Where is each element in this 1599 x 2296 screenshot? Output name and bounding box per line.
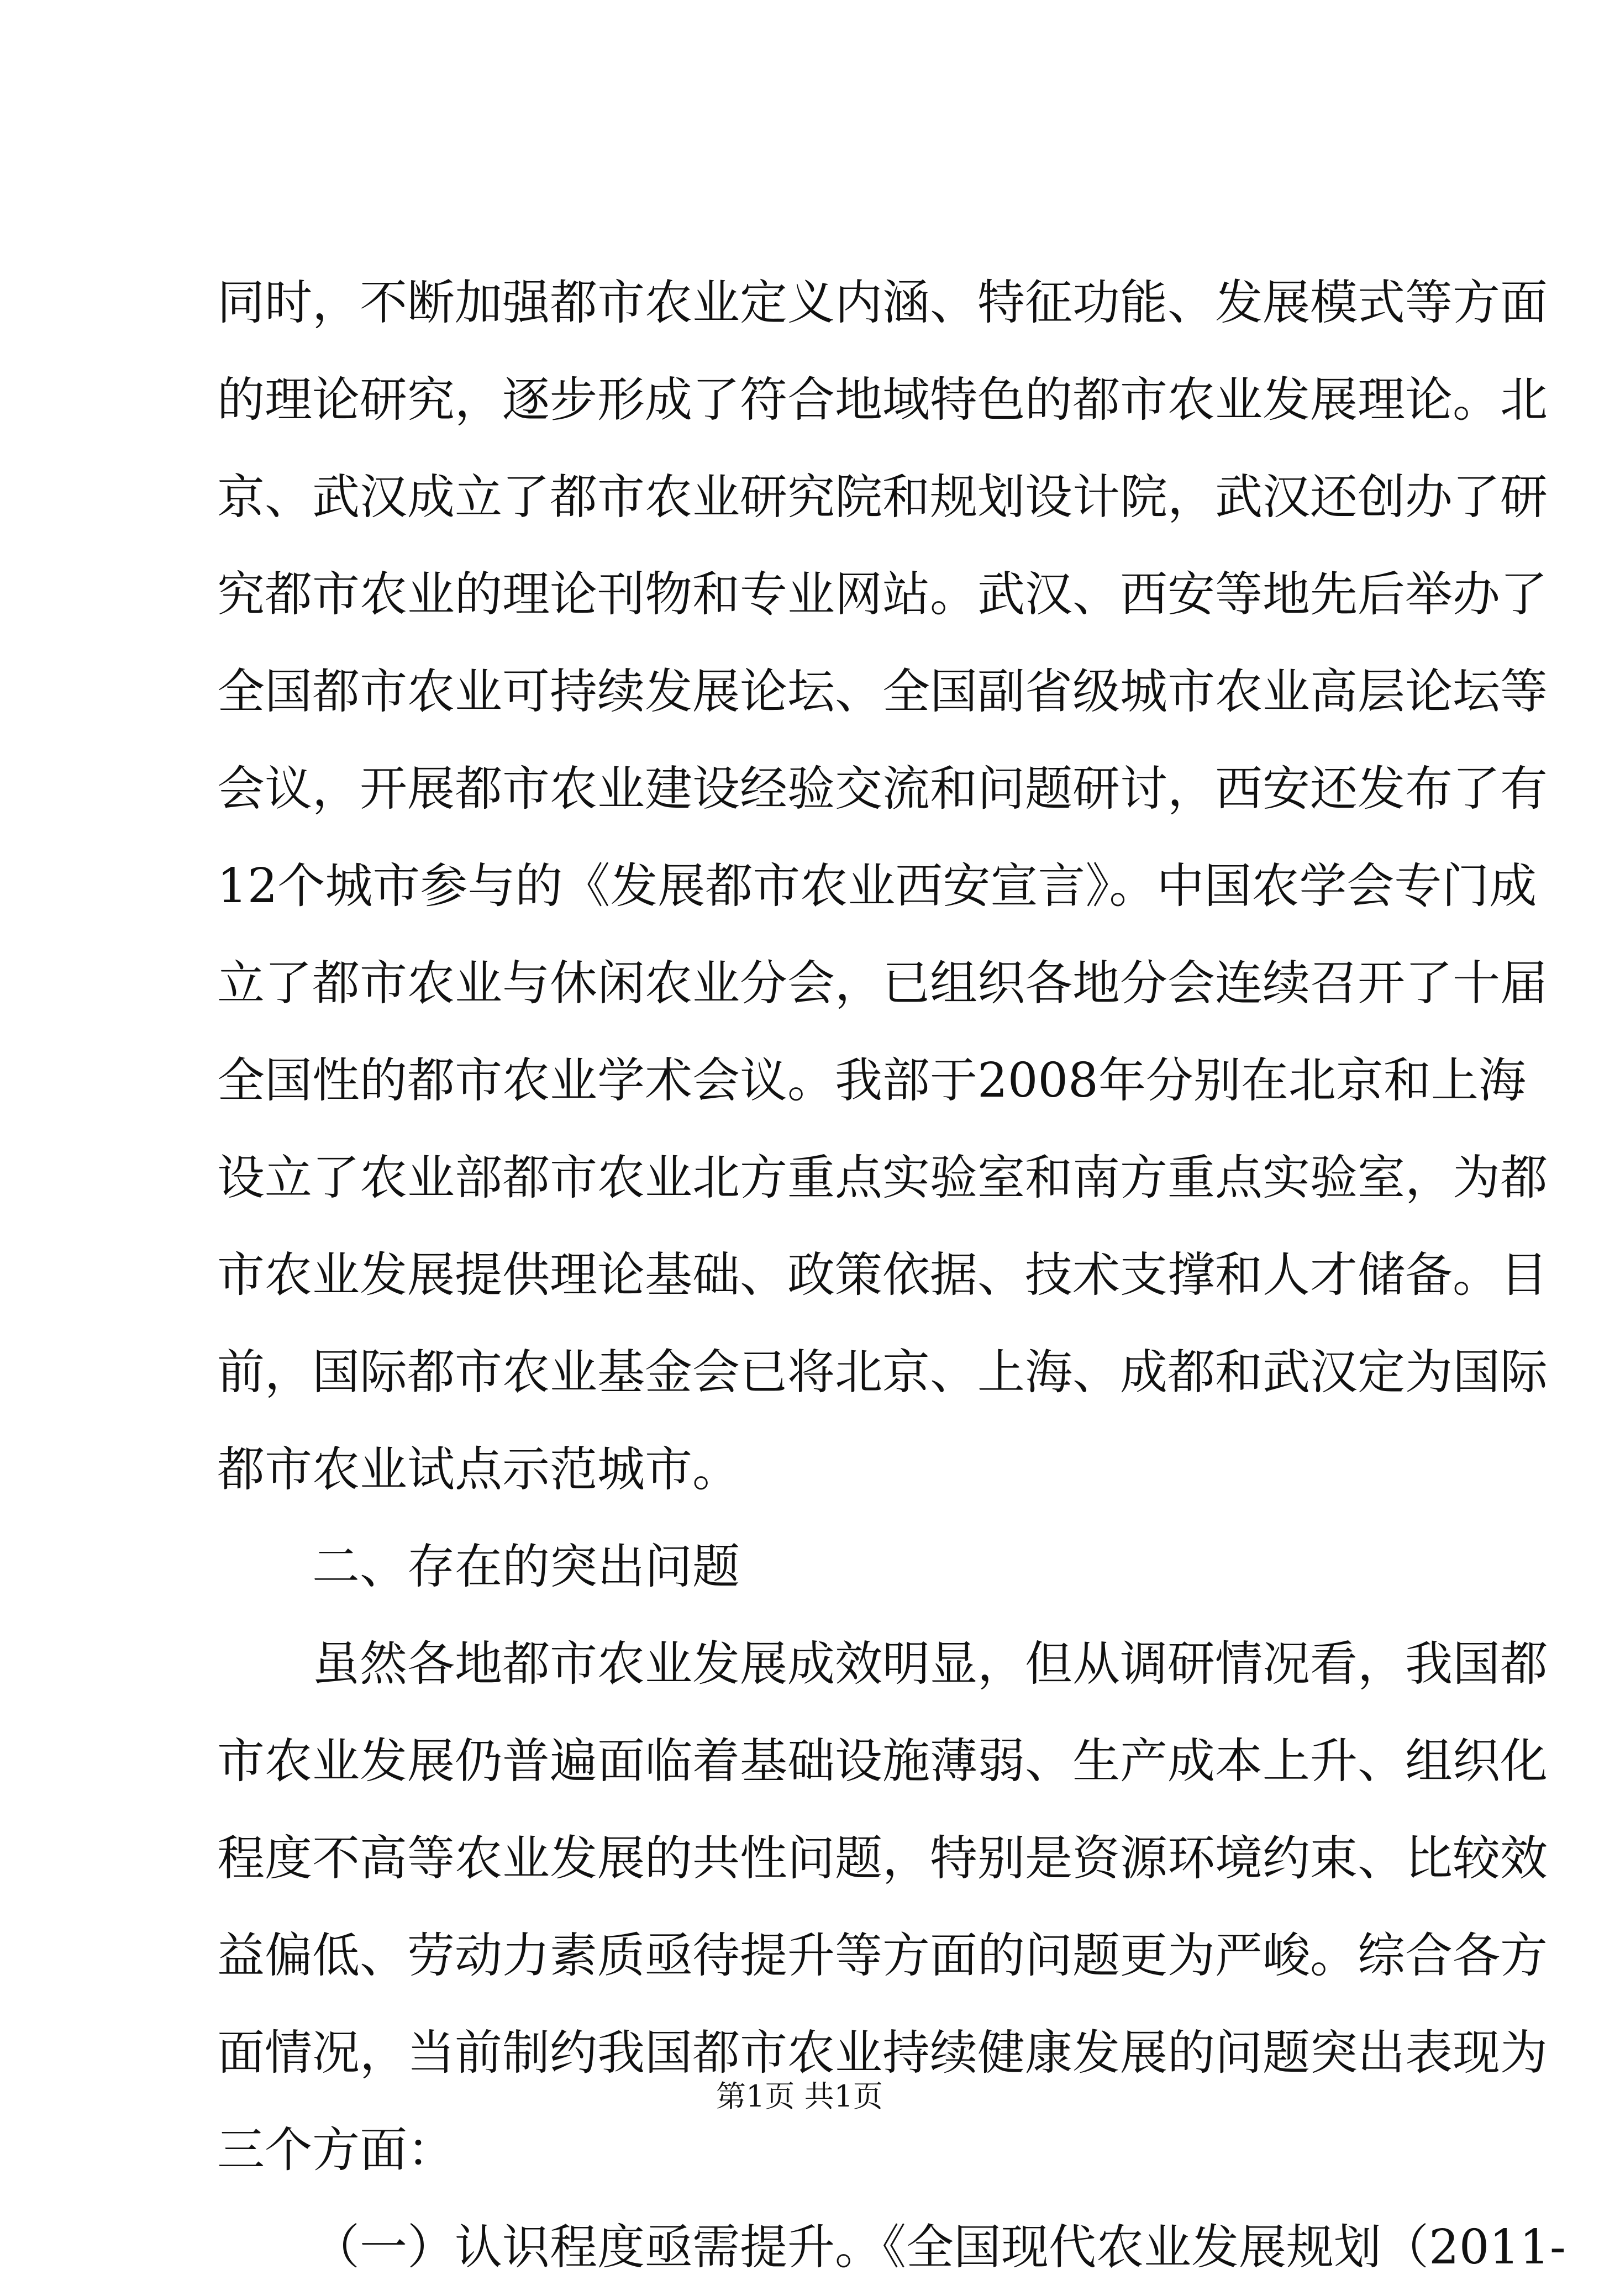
paragraph-line: 益偏低、劳动力素质亟待提升等方面的问题更为严峻。综合各方 bbox=[217, 1928, 1548, 1983]
paragraph-line: 同时，不断加强都市农业定义内涵、特征功能、发展模式等方面 bbox=[217, 275, 1548, 330]
paragraph-line: 究都市农业的理论刊物和专业网站。武汉、西安等地先后举办了 bbox=[217, 567, 1548, 622]
paragraph-line: 虽然各地都市农业发展成效明显，但从调研情况看，我国都 bbox=[312, 1636, 1548, 1692]
page-footer: 第1页 共1页 bbox=[716, 2079, 883, 2114]
paragraph-line: 都市农业试点示范城市。 bbox=[217, 1442, 740, 1497]
paragraph-line: 立了都市农业与休闲农业分会，已组织各地分会连续召开了十届 bbox=[217, 956, 1548, 1011]
paragraph-line: 京、武汉成立了都市农业研究院和规划设计院，武汉还创办了研 bbox=[217, 470, 1548, 525]
paragraph-line: 市农业发展提供理论基础、政策依据、技术支撑和人才储备。目 bbox=[217, 1247, 1548, 1303]
paragraph-line: 设立了农业部都市农业北方重点实验室和南方重点实验室，为都 bbox=[217, 1150, 1548, 1205]
section-heading: 二、存在的突出问题 bbox=[312, 1539, 740, 1594]
paragraph-line: 全国性的都市农业学术会议。我部于2008年分别在北京和上海 bbox=[217, 1053, 1526, 1108]
document-body bbox=[217, 254, 1566, 2296]
paragraph-line: 的理论研究，逐步形成了符合地域特色的都市农业发展理论。北 bbox=[217, 372, 1548, 428]
paragraph-line: 全国都市农业可持续发展论坛、全国副省级城市农业高层论坛等 bbox=[217, 664, 1548, 719]
paragraph-line: 程度不高等农业发展的共性问题，特别是资源环境约束、比较效 bbox=[217, 1831, 1548, 1886]
paragraph-line: 三个方面： bbox=[217, 2123, 455, 2178]
paragraph-line: 会议，开展都市农业建设经验交流和问题研讨，西安还发布了有 bbox=[217, 761, 1548, 817]
paragraph-line: 面情况，当前制约我国都市农业持续健康发展的问题突出表现为 bbox=[217, 2025, 1548, 2081]
subsection-heading-line: （一）认识程度亟需提升。《全国现代农业发展规划（2011- bbox=[312, 2220, 1566, 2275]
paragraph-line: 前，国际都市农业基金会已将北京、上海、成都和武汉定为国际 bbox=[217, 1345, 1548, 1400]
paragraph-line: 市农业发展仍普遍面临着基础设施薄弱、生产成本上升、组织化 bbox=[217, 1734, 1548, 1789]
paragraph-line: 12个城市参与的《发展都市农业西安宣言》。中国农学会专门成 bbox=[217, 859, 1537, 914]
